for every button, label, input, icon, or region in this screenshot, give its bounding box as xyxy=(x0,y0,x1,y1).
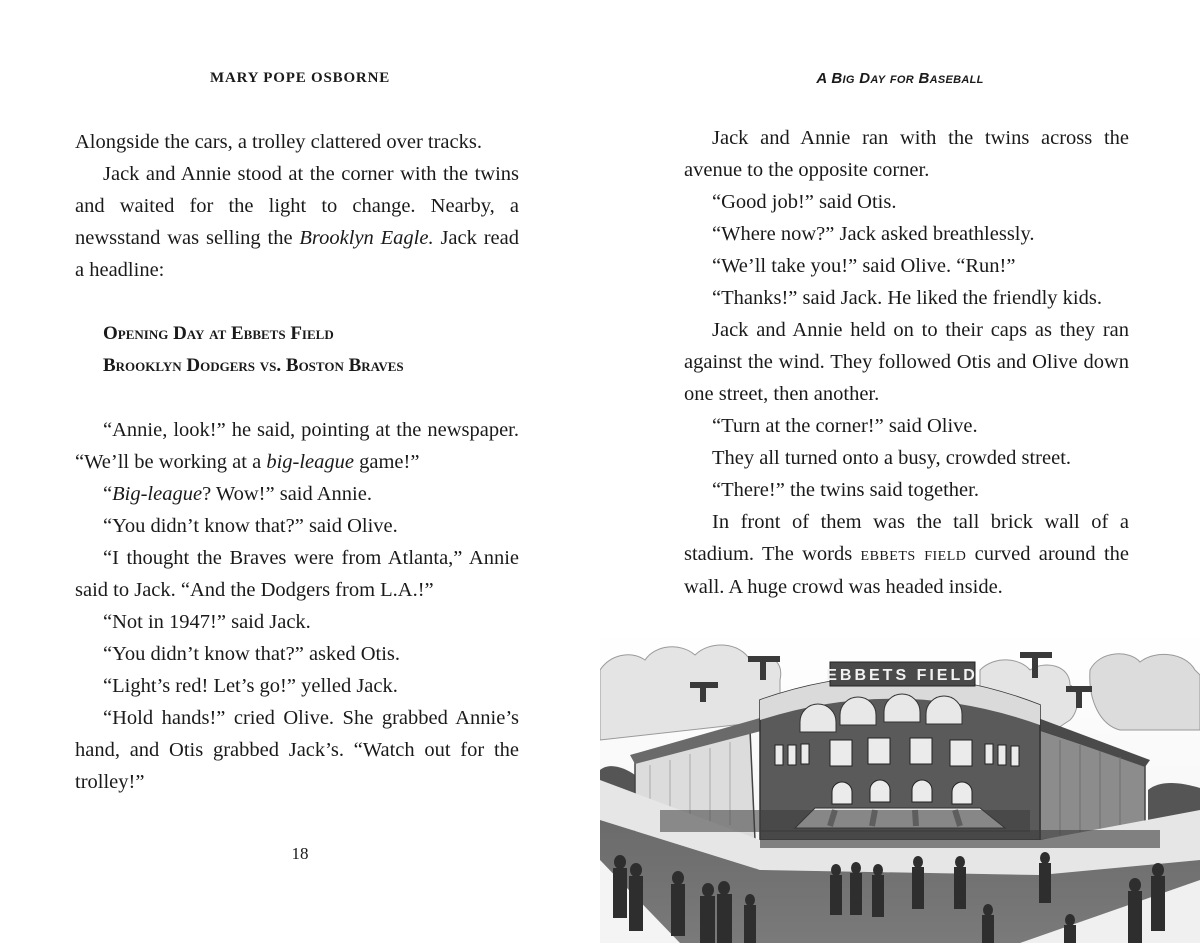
text-segment: “We’ll take you!” said Olive. “Run!” xyxy=(712,255,1016,277)
text-segment: “There!” the twins said together. xyxy=(712,479,979,501)
paragraph xyxy=(75,702,519,798)
paragraph xyxy=(684,506,1129,603)
text-segment: “You didn’t know that?” asked Otis. xyxy=(103,643,401,665)
paragraph xyxy=(75,670,519,702)
text-segment: Alongside the cars, a trolley clattered over tracks. xyxy=(75,131,482,153)
paragraph xyxy=(75,542,519,606)
headline-line-1: Opening Day at Ebbets Field xyxy=(103,323,334,344)
paragraph xyxy=(75,478,519,510)
paragraph xyxy=(684,410,1129,442)
stadium-drawing xyxy=(600,630,1200,943)
paragraph xyxy=(75,158,519,286)
right-paragraphs xyxy=(684,122,1129,603)
right-page-body xyxy=(684,122,1129,603)
running-head-author: MARY POPE OSBORNE xyxy=(209,70,391,86)
text-segment: ebbets field xyxy=(860,544,967,565)
right-page xyxy=(600,0,1200,943)
paragraph xyxy=(684,282,1129,314)
text-segment: “ xyxy=(103,483,113,505)
text-segment: “Good job!” said Otis. xyxy=(712,191,897,213)
text-segment: “Hold hands!” cried Olive. She grabbed Annie’s hand, and Otis grabbed Jack’s. “Watch out for the trolley!” xyxy=(75,707,519,793)
page-number: 18 xyxy=(291,844,309,863)
text-segment: “Where now?” Jack asked breathlessly. xyxy=(712,223,1035,245)
paragraph xyxy=(684,314,1129,410)
running-head-title: A Big Day for Baseball xyxy=(816,70,984,87)
text-segment: Jack read a headline: xyxy=(75,227,519,281)
newspaper-headline xyxy=(103,318,519,382)
text-segment: “I thought the Braves were from Atlanta,” Annie said to Jack. “And the Dodgers from L.A.!” xyxy=(75,547,519,601)
text-segment: In front of them was the tall brick wall of a stadium. The words xyxy=(684,511,1129,565)
left-paragraphs-before xyxy=(75,126,519,286)
paragraph xyxy=(75,638,519,670)
paragraph xyxy=(75,126,519,158)
text-segment: Jack and Annie held on to their caps as they ran against the wind. They followed Otis and Olive down one street, then another. xyxy=(684,319,1129,405)
text-segment: Jack and Annie ran with the twins across the avenue to the opposite corner. xyxy=(684,127,1129,181)
paragraph xyxy=(684,474,1129,506)
text-segment: curved around the wall. A huge crowd was headed inside. xyxy=(684,543,1130,598)
ebbets-field-illustration xyxy=(600,630,1200,943)
paragraph xyxy=(684,442,1129,474)
paragraph xyxy=(684,122,1129,186)
text-segment: “Light’s red! Let’s go!” yelled Jack. xyxy=(103,675,398,697)
paragraph xyxy=(75,414,519,478)
paragraph xyxy=(684,250,1129,282)
paragraph xyxy=(684,186,1129,218)
text-segment: “Thanks!” said Jack. He liked the friendly kids. xyxy=(712,287,1102,309)
paragraph xyxy=(75,510,519,542)
headline-line-2: Brooklyn Dodgers vs. Boston Braves xyxy=(103,355,404,376)
left-paragraphs-after xyxy=(75,414,519,798)
text-segment: “Not in 1947!” said Jack. xyxy=(103,611,311,633)
italic-text: big-league xyxy=(266,451,354,473)
italic-text: Big-league xyxy=(112,483,203,505)
text-segment: They all turned onto a busy, crowded street. xyxy=(712,447,1072,469)
paragraph xyxy=(684,218,1129,250)
text-segment: “Turn at the corner!” said Olive. xyxy=(712,415,978,437)
paragraph xyxy=(75,606,519,638)
left-page-body xyxy=(75,126,519,798)
italic-text: Brooklyn Eagle. xyxy=(299,227,434,249)
stadium-sign: EBBETS FIELD xyxy=(826,667,978,684)
text-segment: “Annie, look!” he said, pointing at the newspaper. “We’ll be working at a xyxy=(75,419,519,473)
text-segment: game!” xyxy=(354,451,420,473)
text-segment: “You didn’t know that?” said Olive. xyxy=(103,515,398,537)
text-segment: ? Wow!” said Annie. xyxy=(202,483,372,505)
text-segment: Jack and Annie stood at the corner with the twins and waited for the light to change. Nearby, a newsstand was selling the xyxy=(75,163,519,249)
